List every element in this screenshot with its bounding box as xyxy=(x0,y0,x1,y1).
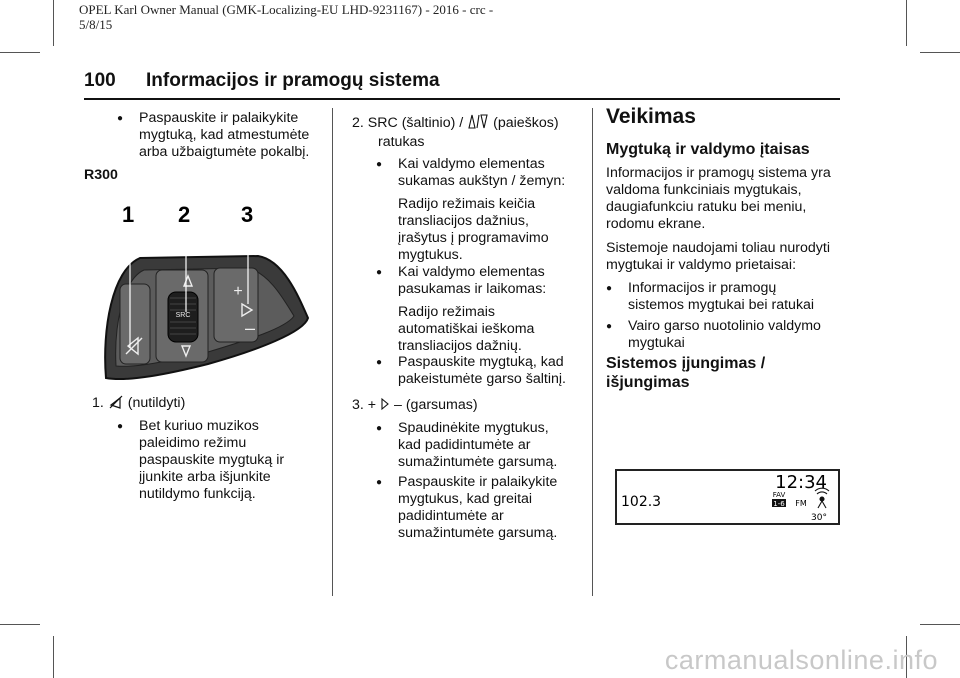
text-line: sumažintumėte garsumą. xyxy=(398,454,558,470)
text-line: sistemos mygtukai bei ratukai xyxy=(628,297,815,313)
page-header-line1: OPEL Karl Owner Manual (GMK-Localizing-EU LHD-9231167) - 2016 - crc - xyxy=(79,2,494,17)
plus-label: + xyxy=(367,397,377,413)
display-frequency: 102.3 xyxy=(621,494,662,510)
crop-mark xyxy=(53,0,54,46)
text-line: Paspauskite mygtuką, kad xyxy=(398,354,564,370)
text-line: Informacijos ir pramogų sistema yra xyxy=(606,165,831,181)
src-label: SRC xyxy=(175,312,191,319)
text-line: įrašytus į programavimo xyxy=(398,230,549,246)
model-label: R300 xyxy=(84,167,118,183)
mute-icon xyxy=(108,395,124,409)
text-line: padidintumėte ar xyxy=(398,508,504,524)
crop-mark xyxy=(53,636,54,678)
text-line: arba užbaigtumėte pokalbį. xyxy=(139,144,310,160)
callout-3: 3 xyxy=(241,202,254,227)
list-item xyxy=(606,280,815,314)
fav-label: FAV xyxy=(772,491,786,499)
seek-up-down-icon xyxy=(467,114,489,129)
item-label: (paieškos) xyxy=(493,115,559,131)
item-1-heading xyxy=(92,395,185,412)
item-label: SRC (šaltinio) / xyxy=(367,115,464,131)
callout-1: 1 xyxy=(122,202,135,227)
bullet-dot: ● xyxy=(376,423,383,434)
text-line: paspauskite mygtuką ir xyxy=(139,452,285,468)
list-item xyxy=(376,474,558,542)
text-line: Vairo garso nuotolinio valdymo xyxy=(628,318,821,334)
section-heading: Veikimas xyxy=(606,105,696,128)
column-divider xyxy=(592,108,593,596)
section-title: Informacijos ir pramogų sistema xyxy=(146,70,440,91)
text-line: transliacijos dažnius, xyxy=(398,213,529,229)
text-line: paleidimo režimu xyxy=(139,435,247,451)
band-label: FM xyxy=(795,499,807,508)
text-line: išjungimas xyxy=(606,374,690,391)
item-number: 2. xyxy=(352,115,364,131)
item-3-heading xyxy=(352,397,478,414)
subsection-heading: Mygtuką ir valdymo įtaisas xyxy=(606,141,810,158)
text-line: ratukas xyxy=(378,134,425,150)
subsection-heading xyxy=(606,354,765,392)
text-line: daugiafunkciu ratuku bei meniu, xyxy=(606,199,807,215)
text-line: Kai valdymo elementas xyxy=(398,156,545,172)
text-line: Kai valdymo elementas xyxy=(398,264,545,280)
list-item xyxy=(117,418,285,503)
list-item xyxy=(606,318,821,352)
text-line: kad padidintumėte ar xyxy=(398,437,531,453)
paragraph xyxy=(606,165,831,233)
page-header xyxy=(79,2,493,32)
list-item xyxy=(376,420,558,471)
text-line: sukamas aukštyn / žemyn: xyxy=(398,173,566,189)
speaker-icon xyxy=(380,397,390,411)
crop-mark xyxy=(0,624,40,625)
radio-display xyxy=(615,469,840,525)
bullet-dot: ● xyxy=(376,357,383,368)
text-line: mygtuką, kad atmestumėte xyxy=(139,127,310,143)
text-line: Paspauskite ir palaikykite xyxy=(398,474,558,490)
crop-mark xyxy=(920,624,960,625)
text-line: Sistemoje naudojami toliau nurodyti xyxy=(606,240,830,256)
text-line: Paspauskite ir palaikykite xyxy=(139,110,299,126)
page-title xyxy=(84,70,840,92)
text-line: Sistemos įjungimas / xyxy=(606,355,766,372)
bullet-dot: ● xyxy=(376,477,383,488)
crop-mark xyxy=(920,52,960,53)
text-line: mygtukai ir valdymo prietaisai: xyxy=(606,257,797,273)
text-line: pasukamas ir laikomas: xyxy=(398,281,547,297)
text-line: Spaudinėkite mygtukus, xyxy=(398,420,549,436)
volume-minus-icon: – xyxy=(244,318,256,338)
text-line: valdoma funkciniais mygtukais, xyxy=(606,182,802,198)
text-line: Bet kuriuo muzikos xyxy=(139,418,259,434)
item-label: – (garsumas) xyxy=(394,397,478,413)
text-line: Radijo režimais keičia xyxy=(398,196,536,212)
paragraph xyxy=(606,240,830,274)
display-temperature: 30° xyxy=(811,513,827,523)
item-number: 3. xyxy=(352,397,364,413)
item-number: 1. xyxy=(92,395,104,411)
bullet-dot: ● xyxy=(606,321,613,332)
text-line: Informacijos ir pramogų xyxy=(628,280,777,296)
text-line: mygtukus. xyxy=(398,247,463,263)
text-line: nutildymo funkciją. xyxy=(139,486,256,502)
fav-page: 1-6 xyxy=(773,500,785,508)
bullet-dot: ● xyxy=(376,159,383,170)
bullet-dot: ● xyxy=(376,267,383,278)
list-item xyxy=(376,156,566,264)
item-label: (nutildyti) xyxy=(127,395,186,411)
crop-mark xyxy=(906,0,907,46)
text-line: mygtukus, kad greitai xyxy=(398,491,533,507)
crop-mark xyxy=(0,52,40,53)
list-item xyxy=(376,354,566,388)
bullet-dot: ● xyxy=(117,421,124,432)
volume-plus-icon: + xyxy=(233,283,243,300)
page-number: 100 xyxy=(84,70,116,91)
bullet-dot: ● xyxy=(606,283,613,294)
text-line: transliacijos dažnių. xyxy=(398,338,522,354)
watermark: carmanualsonline.info xyxy=(664,645,938,675)
text-line: Radijo režimais xyxy=(398,304,495,320)
steering-controls-figure xyxy=(98,200,314,382)
text-line: sumažintumėte garsumą. xyxy=(398,525,558,541)
display-time: 12:34 xyxy=(775,472,827,493)
text-line: mygtukai xyxy=(628,335,685,351)
text-line: pakeistumėte garso šaltinį. xyxy=(398,371,566,387)
callout-2: 2 xyxy=(178,202,191,227)
text-line: rodomu ekrane. xyxy=(606,216,706,232)
text-line: įjunkite arba išjunkite xyxy=(139,469,271,485)
column-divider xyxy=(332,108,333,596)
list-item xyxy=(117,110,310,161)
bullet-dot: ● xyxy=(117,113,124,124)
text-line: automatiškai ieškoma xyxy=(398,321,535,337)
item-2-heading xyxy=(352,114,559,132)
list-item xyxy=(376,264,547,355)
page-header-line2: 5/8/15 xyxy=(79,17,113,32)
title-rule xyxy=(84,98,840,100)
